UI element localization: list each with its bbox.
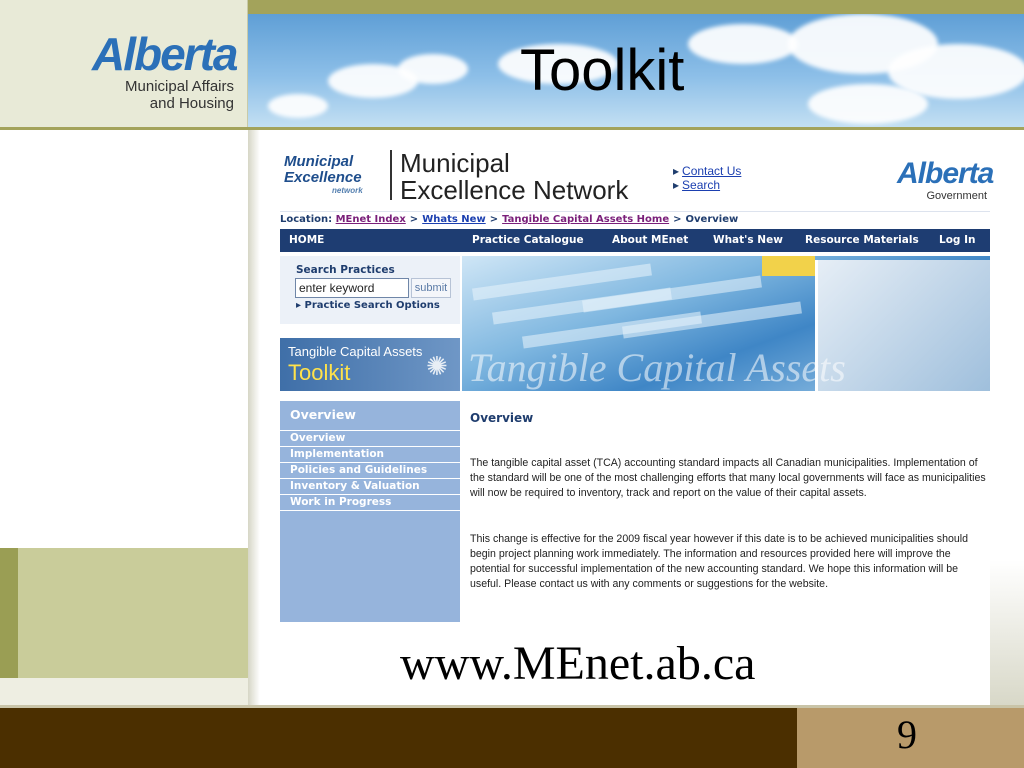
badge-line-3: network [332, 186, 363, 195]
tca-banner-image [462, 256, 990, 391]
content-paragraph-1: The tangible capital asset (TCA) accounting standard impacts all Canadian municipalities. Implementation of the standard will be one of the most challenging efforts that many local governments will face as municipalities will now be required to inventory, track and report on the value of their capital assets. [470, 457, 986, 499]
toolkit-banner-title: Toolkit [288, 360, 351, 385]
contact-us-link[interactable]: ▸ Contact Us [673, 164, 741, 178]
breadcrumb-link-whats-new[interactable]: Whats New [422, 214, 486, 225]
overview-content [462, 401, 990, 622]
nav-practice-catalogue[interactable]: Practice Catalogue [472, 234, 584, 246]
badge-line-1: Municipal [284, 153, 354, 170]
site-header [280, 140, 994, 208]
page-number: 9 [897, 712, 917, 757]
cloud [808, 84, 928, 124]
side-menu-heading: Overview [280, 401, 460, 431]
search-practices-panel [280, 256, 460, 324]
cloud [268, 94, 328, 118]
alberta-logo [92, 30, 242, 120]
government-wordmark: Alberta [897, 157, 994, 190]
left-accent-block [0, 548, 248, 678]
government-label: Government [926, 190, 987, 202]
content-paragraph-2: This change is effective for the 2009 fiscal year however if this date is to be achieved municipalities should begin project planning work immediately. The information and resources provided here will improve the potential for successful implementation of the new accounting standard. We hope this information will be useful. Please contact us with any comments or suggestions for the website. [470, 533, 968, 590]
menet-badge-logo [284, 154, 382, 202]
breadcrumb-separator: > [673, 214, 682, 225]
breadcrumb-link-tca-home[interactable]: Tangible Capital Assets Home [502, 214, 670, 225]
website-screenshot [280, 140, 994, 624]
breadcrumb-current: Overview [685, 214, 739, 225]
content-heading: Overview [470, 411, 534, 425]
breadcrumb-link-menet-index[interactable]: MEnet Index [335, 214, 406, 225]
breadcrumb-separator: > [489, 214, 499, 225]
top-olive-band [248, 0, 1024, 14]
side-menu [280, 401, 460, 622]
header-rule [0, 127, 1024, 130]
header-links [673, 164, 741, 192]
nav-resource-materials[interactable]: Resource Materials [805, 234, 919, 246]
toolkit-banner-subtitle: Tangible Capital Assets [288, 344, 423, 359]
toolkit-banner [280, 338, 460, 391]
footer-bar [0, 705, 1024, 768]
badge-line-2: Excellence [284, 169, 362, 186]
cloud [688, 24, 798, 64]
nav-log-in[interactable]: Log In [939, 234, 976, 246]
starburst-icon: ✺ [426, 352, 448, 382]
ministry-line-2: and Housing [149, 95, 234, 112]
search-practices-label: Search Practices [296, 264, 395, 276]
side-menu-item-implementation[interactable]: Implementation [280, 447, 460, 463]
side-menu-item-overview[interactable]: Overview [280, 431, 460, 447]
side-menu-item-policies[interactable]: Policies and Guidelines [280, 463, 460, 479]
practice-search-options-link[interactable]: ▸ Practice Search Options [296, 300, 440, 311]
breadcrumb-separator: > [409, 214, 419, 225]
header-divider [390, 150, 392, 200]
submit-button[interactable]: submit [411, 278, 451, 298]
ministry-line-1: Municipal Affairs [125, 78, 234, 95]
breadcrumb [280, 211, 990, 227]
search-link[interactable]: ▸ Search [673, 178, 741, 192]
alberta-wordmark: Alberta [92, 28, 237, 80]
left-white-area [0, 130, 248, 548]
side-menu-item-work-in-progress[interactable]: Work in Progress [280, 495, 460, 511]
side-menu-item-inventory[interactable]: Inventory & Valuation [280, 479, 460, 495]
slide-title: Toolkit [520, 38, 685, 103]
nav-whats-new[interactable]: What's New [713, 234, 783, 246]
yellow-folder [762, 256, 815, 276]
left-accent-bar [0, 548, 18, 678]
nav-home[interactable]: HOME [289, 234, 325, 246]
website-url: www.MEnet.ab.ca [400, 637, 756, 690]
site-title-line-1: Municipal [400, 148, 510, 178]
cloud [398, 54, 468, 84]
site-title [400, 150, 628, 204]
government-logo [897, 157, 994, 202]
left-bottom-strip [0, 678, 248, 705]
breadcrumb-prefix: Location: [280, 214, 333, 225]
banner-caption: Tangible Capital Assets [468, 345, 846, 390]
top-nav-bar [280, 229, 990, 252]
nav-about-menet[interactable]: About MEnet [612, 234, 689, 246]
site-title-line-2: Excellence Network [400, 175, 629, 205]
city-skyline-image [990, 560, 1024, 705]
keyword-search-input[interactable]: enter keyword [295, 278, 409, 298]
